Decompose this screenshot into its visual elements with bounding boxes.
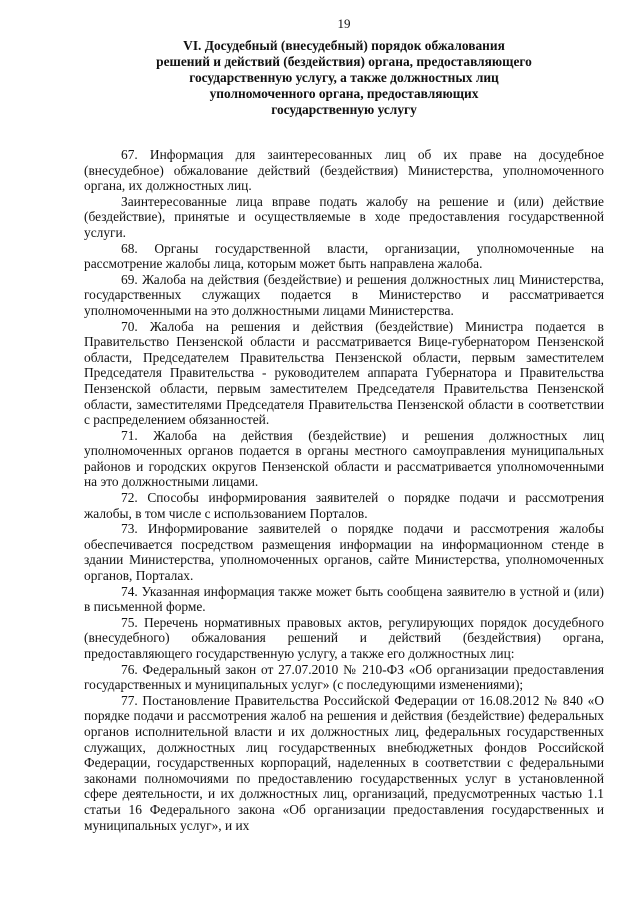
- paragraph-71: 71. Жалоба на действия (бездействие) и решения должностных лиц уполномоченных органов подается в органы местного самоуправления муниципальных районов и городских округов Пензенской области и рассматривается уполномоченными на это должностными лицами.: [84, 427, 604, 490]
- paragraph-67-continued: Заинтересованные лица вправе подать жалобу на решение и (или) действие (бездействие), принятые и осуществляемые в ходе предоставления государственной услуги.: [84, 193, 604, 240]
- paragraph-73: 73. Информирование заявителей о порядке подачи и рассмотрения жалобы обеспечивается посредством размещения информации на информационном стенде в здании Министерства, уполномоченных органов, сайте Министерства, уполномоченных органов, Порталах.: [84, 521, 604, 584]
- section-heading: [84, 38, 604, 118]
- page-number: 19: [337, 16, 351, 31]
- paragraph-75: 75. Перечень нормативных правовых актов, регулирующих порядок досудебного (внесудебного) обжалования решений и действий (бездействия) органа, предоставляющего государственную услугу, а также его должностных лиц:: [84, 614, 604, 661]
- paragraph-70: 70. Жалоба на решения и действия (бездействие) Министра подается в Правительство Пензенской области и рассматривается Вице-губернатором Пензенской области, Председателем Правительства Пензенской области, первым заместителем Председателя Правительства - руководителем аппарата Губернатора и Правительства Пензенской области, первым заместителем Председателя Правительства Пензенской области, заместителями Председателя Правительства Пензенской области в соответствии с распределением обязанностей.: [84, 318, 604, 428]
- paragraph-69: 69. Жалоба на действия (бездействие) и решения должностных лиц Министерства, государственных служащих подается в Министерство и рассматривается уполномоченными на это должностными лицами Министерства.: [84, 271, 604, 318]
- paragraph-68: 68. Органы государственной власти, организации, уполномоченные на рассмотрение жалобы лица, которым может быть направлена жалоба.: [84, 240, 604, 272]
- heading-line: уполномоченного органа, предоставляющих: [209, 86, 479, 101]
- heading-line: государственную услугу: [271, 102, 417, 117]
- body-text: [84, 147, 604, 833]
- document-page: [84, 16, 604, 833]
- paragraph-67: 67. Информация для заинтересованных лиц об их праве на досудебное (внесудебное) обжалование действий (бездействия) Министерства, уполномоченного органа, их должностных лиц.: [84, 147, 604, 194]
- heading-line: VI. Досудебный (внесудебный) порядок обжалования: [183, 38, 505, 53]
- paragraph-74: 74. Указанная информация также может быть сообщена заявителю в устной и (или) в письменной форме.: [84, 583, 604, 615]
- paragraph-76: 76. Федеральный закон от 27.07.2010 № 210-ФЗ «Об организации предоставления государственных и муниципальных услуг» (с последующими изменениями);: [84, 661, 604, 693]
- paragraph-77: 77. Постановление Правительства Российской Федерации от 16.08.2012 № 840 «О порядке подачи и рассмотрения жалоб на решения и действия (бездействие) федеральных органов исполнительной власти и их должностных лиц, федеральных государственных служащих, должностных лиц государственных внебюджетных фондов Российской Федерации, государственных корпораций, наделенных в соответствии с федеральными законами полномочиями по предоставлению государственных услуг в установленной сфере деятельности, и их должностных лиц, организаций, предусмотренных частью 1.1 статьи 16 Федерального закона «Об организации предоставления государственных и муниципальных услуг», и их: [84, 692, 604, 833]
- paragraph-72: 72. Способы информирования заявителей о порядке подачи и рассмотрения жалобы, в том числе с использованием Порталов.: [84, 490, 604, 521]
- heading-line: решений и действий (бездействия) органа, предоставляющего: [156, 54, 532, 69]
- heading-line: государственную услугу, а также должностных лиц: [189, 70, 499, 85]
